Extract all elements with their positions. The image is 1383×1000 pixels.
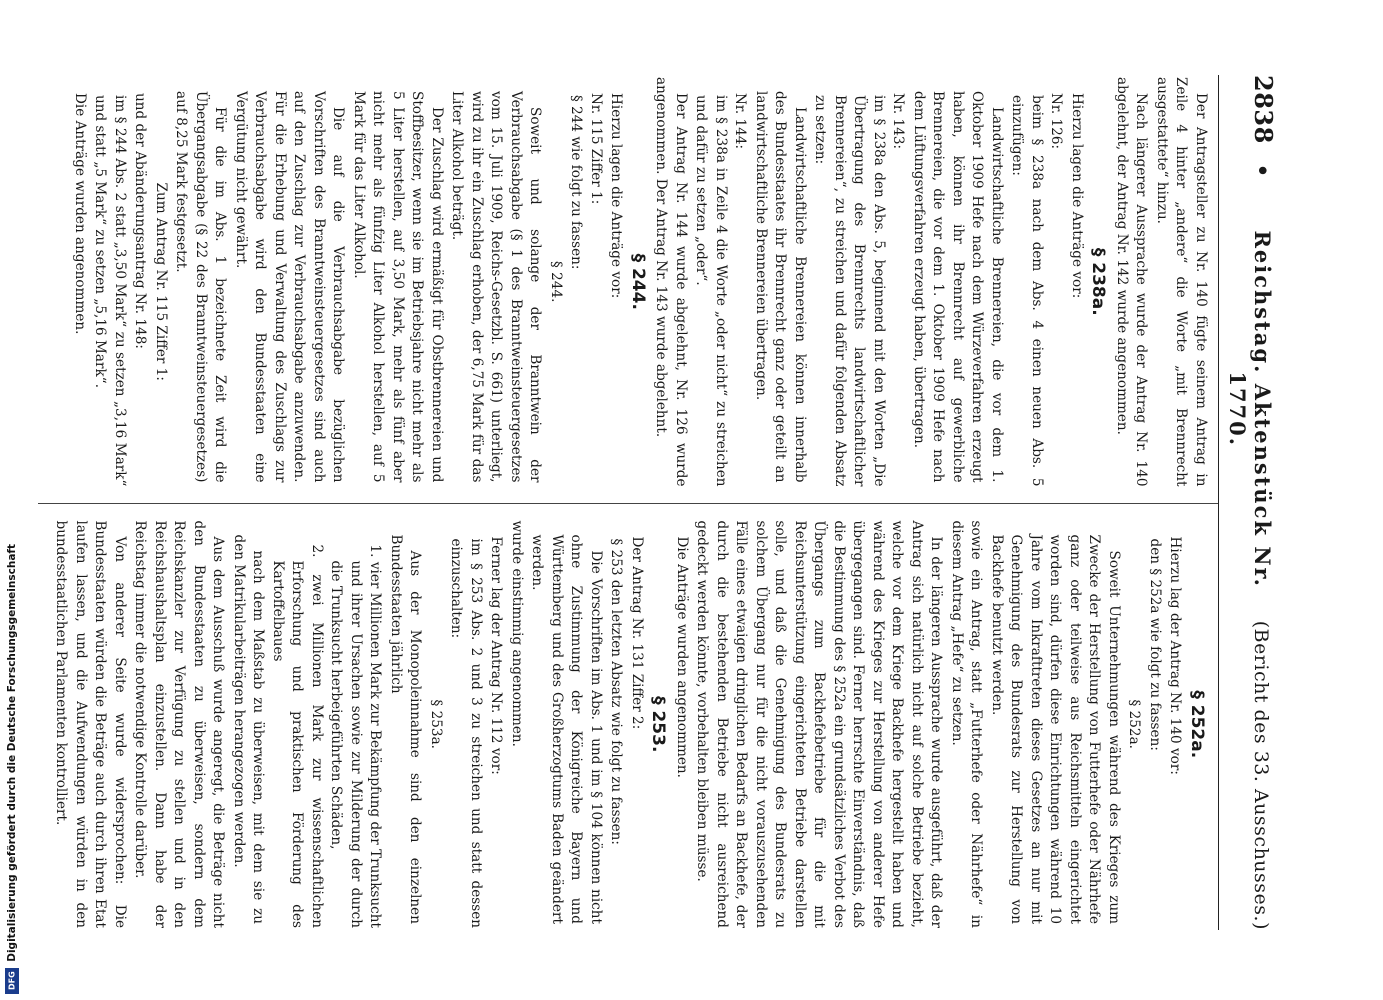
quoted-text: Landwirtschaftliche Brennereien, die vor dem 1. Oktober 1909 Hefe nach dem Würzeverfahren erzeugt haben, können ihr Brennrecht auf gewerbliche Brennereien, die vor dem 1. Oktober 1909 Hefe nach dem Lüftungsverfahren erzeugt haben, übertragen.: [911, 91, 1005, 483]
quoted-text: Für die im Abs. 1 bezeichnete Zeit wird die Übergangsabgabe (§ 22 des Branntweinsteuergesetzes) auf 8,25 Mark festgesetzt.: [173, 91, 229, 483]
subsection-heading: § 253a.: [428, 699, 444, 749]
motion-label: Nr. 115 Ziffer 1:: [588, 93, 604, 205]
quoted-text: Landwirtschaftliche Brennereien können innerhalb des Bundesstaates ihr Brennrecht ganz oder geteilt an landwirtschaftliche Brennereien übertragen.: [753, 91, 808, 483]
quoted-text: Die auf die Verbrauchsabgabe bezüglichen Vorschriften des Branntweinsteuergesetzes sind auch auf den Zuschlag zur Verbrauchsabgabe anzuwenden. Für die Erhebung und Verwaltung des Zuschlags zur Verbrauchsabgabe wird den Bundesstaaten eine Vergütung nicht gewährt.: [233, 91, 347, 483]
paragraph: Hierzu lagen die Anträge vor:: [608, 93, 625, 299]
header-dot: •: [1250, 163, 1275, 178]
motion-instruction: § 253 den letzten Absatz wie folgt zu fassen:: [608, 538, 625, 845]
subsection-heading: § 252a.: [1126, 699, 1143, 749]
motion-instruction: im § 253 Abs. 2 und 3 zu streichen und statt dessen einzuschalten:: [448, 538, 484, 928]
quoted-text: Die Vorschriften im Abs. 1 und im § 104 können nicht ohne Zustimmung der Königreiche Bayern und Württemberg und des Großherzogtums Baden geändert werden.: [529, 534, 604, 924]
dfg-logo: DFG: [5, 968, 19, 994]
quoted-text: nach dem Maßstab zu überweisen, mit dem sie zu den Matrikularbeiträgen herangezogen werden.: [231, 534, 267, 924]
page-header: [1218, 75, 1278, 930]
quoted-text: Soweit Unternehmungen während des Krieges zum Zwecke der Herstellung von Futterhefe oder Nährhefe ganz oder teilweise aus Reichsmitteln eingerichtet worden sind, dürfen diese Einrichtungen während 10 Jahre vom Inkrafttreten dieses Gesetzes an nur mit Genehmigung des Bundesrats zur Herstellung von Backhefe benutzt werden.: [989, 534, 1122, 924]
paragraph: Der Antrag Nr. 144 wurde abgelehnt, Nr. 126 wurde angenommen. Der Antrag Nr. 143 wurde abgelehnt.: [653, 77, 689, 487]
list-item: 2. zwei Millionen Mark zur wissenschaftlichen Erforschung und praktischen Förderung des Kartoffelbaues: [270, 544, 325, 928]
motion-instruction: beim § 238a nach dem Abs. 4 einen neuen Abs. 5 einzufügen:: [1009, 95, 1045, 487]
text-columns: [38, 75, 1218, 930]
paragraph: In der längeren Aussprache wurde ausgeführt, daß der Antrag sich natürlich nicht auf solche Betriebe bezieht, welche vor dem Kriege Backhefe hergestellt haben und während des Krieges zur Herstellung von anderer Hefe übergegangen sind. Ferner herrschte Einverständnis, daß die Bestimmung des § 252a ein grundsätzliches Verbot des Übergangs zum Backhefebetriebe für die mit Reichsunterstützung eingerichteten Betriebe darstellen solle, und daß die Genehmigung des Bundesrats zu solchem Übergang nur für die nicht vorauszusehenden Fälle eines etwaigen dringlichen Bedarfs an Backhefe, der durch die bestehenden Betriebe nicht ausreichend gedeckt werden könnte, vorbehalten bleiben müsse.: [694, 520, 945, 928]
digitization-credit-strip: [2, 0, 24, 1000]
section-heading: § 244.: [628, 253, 648, 310]
paragraph: Die Anträge wurden angenommen.: [72, 93, 88, 335]
motion-instruction: den § 252a wie folgt zu fassen:: [1147, 538, 1163, 751]
right-column: [38, 503, 1218, 931]
paragraph: Hierzu lag der Antrag Nr. 140 vor:: [1167, 536, 1184, 775]
quoted-text: Soweit und solange der Branntwein der Verbrauchsabgabe (§ 1 des Branntweinsteuergesetzes vom 15. Juli 1909, Reichs-Gesetzbl. S. 661) unterliegt, wird zu ihr ein Zuschlag erhoben, der 6,75 Mark für das Liter Alkohol beträgt.: [449, 91, 544, 483]
paragraph: Der Antragsteller zu Nr. 140 fügte seinem Antrag in Zeile 4 hinter „andere“ die Worte „mit Brennrecht ausgestattete“ hinzu.: [1154, 77, 1209, 487]
paragraph: Aus dem Ausschuß wurde angeregt, die Beträge nicht den Bundesstaaten zu überweisen, sondern dem Reichskanzler zur Verfügung zu stellen und in den Reichshaushaltsplan einzustellen. Dann habe der Reichstag immer die notwendige Kontrolle darüber.: [132, 520, 227, 928]
column-divider: [38, 503, 1218, 504]
section-heading: § 253.: [648, 696, 669, 753]
paragraph: wurde einstimmig angenommen.: [509, 520, 525, 747]
page-number: 2838: [1249, 75, 1278, 144]
motion-label: Nr. 144:: [732, 93, 749, 150]
document-page: [30, 0, 1300, 1000]
motion-label: Nr. 143:: [890, 93, 907, 150]
motion-instruction: im § 238a den Abs. 5, beginnend mit den Worten „Die Übertragung des Brennrechts landwirtschaftlicher Brennereien“, zu streichen und dafür folgenden Absatz zu setzen:: [812, 95, 887, 487]
centered-line: Zum Antrag Nr. 115 Ziffer 1:: [153, 182, 169, 381]
digitization-credit: Digitalisierung gefördert durch die Deutsche Forschungsgemeinschaft: [6, 544, 18, 962]
paragraph: Von anderer Seite wurde widersprochen: Die Bundesstaaten würden die Beträge auch durch ihren Etat laufen lassen, und die Aufwendungen würden in den bundesstaatlichen Parlamenten kontrolliert.: [53, 520, 128, 928]
section-heading: § 238a.: [1088, 247, 1109, 316]
list-item: 1. vier Millionen Mark zur Bekämpfung der Trunksucht und ihrer Ursachen sowie zur Milderung der durch die Trunksucht herbeigeführten Schäden,: [328, 544, 384, 928]
paragraph: und der Abänderungsantrag Nr. 148:: [132, 93, 149, 349]
subsection-heading: § 244.: [548, 261, 564, 303]
motion-instruction: § 244 wie folgt zu fassen:: [568, 95, 585, 270]
paragraph: Nach längerer Aussprache wurde der Antrag Nr. 140 abgelehnt, der Antrag Nr. 142 wurde angenommen.: [1114, 77, 1150, 487]
left-column: [38, 75, 1218, 503]
motion-instruction: im § 244 Abs. 2 statt „3,50 Mark“ zu setzen „3,16 Mark“ und statt „5 Mark“ zu setzen „5,16 Mark“.: [92, 95, 128, 487]
header-suffix: (Bericht des 33. Ausschusses.): [1250, 620, 1272, 930]
motion-label: Nr. 126:: [1048, 93, 1065, 150]
paragraph: Ferner lag der Antrag Nr. 112 vor:: [488, 536, 505, 775]
paragraph: Der Antrag Nr. 131 Ziffer 2:: [629, 536, 645, 730]
page-title: Reichstag. Aktenstück Nr. 1770.: [1225, 230, 1275, 588]
quoted-text: Aus der Monopoleinnahme sind den einzelnen Bundesstaaten jährlich: [388, 534, 424, 924]
paragraph: Hierzu lagen die Anträge vor:: [1069, 93, 1085, 299]
quoted-text: Der Zuschlag wird ermäßigt für Obstbrennereien und Stoffbesitzer, wenn sie im Betriebsjahre nicht mehr als 5 Liter herstellen, auf 3,50 Mark, mehr als fünf aber nicht mehr als fünfzig Liter Alkohol herstellen, auf 5 Mark für das Liter Alkohol.: [351, 91, 445, 483]
motion-instruction: im § 238a in Zeile 4 die Worte „oder nicht“ zu streichen und dafür zu setzen „oder“.: [693, 95, 729, 487]
paragraph: sowie ein Antrag, statt „Futterhefe oder Nährhefe“ in diesem Antrag „Hefe“ zu setzen.: [949, 520, 985, 928]
section-heading: § 252a.: [1187, 690, 1207, 759]
paragraph: Die Anträge wurden angenommen.: [674, 536, 690, 778]
